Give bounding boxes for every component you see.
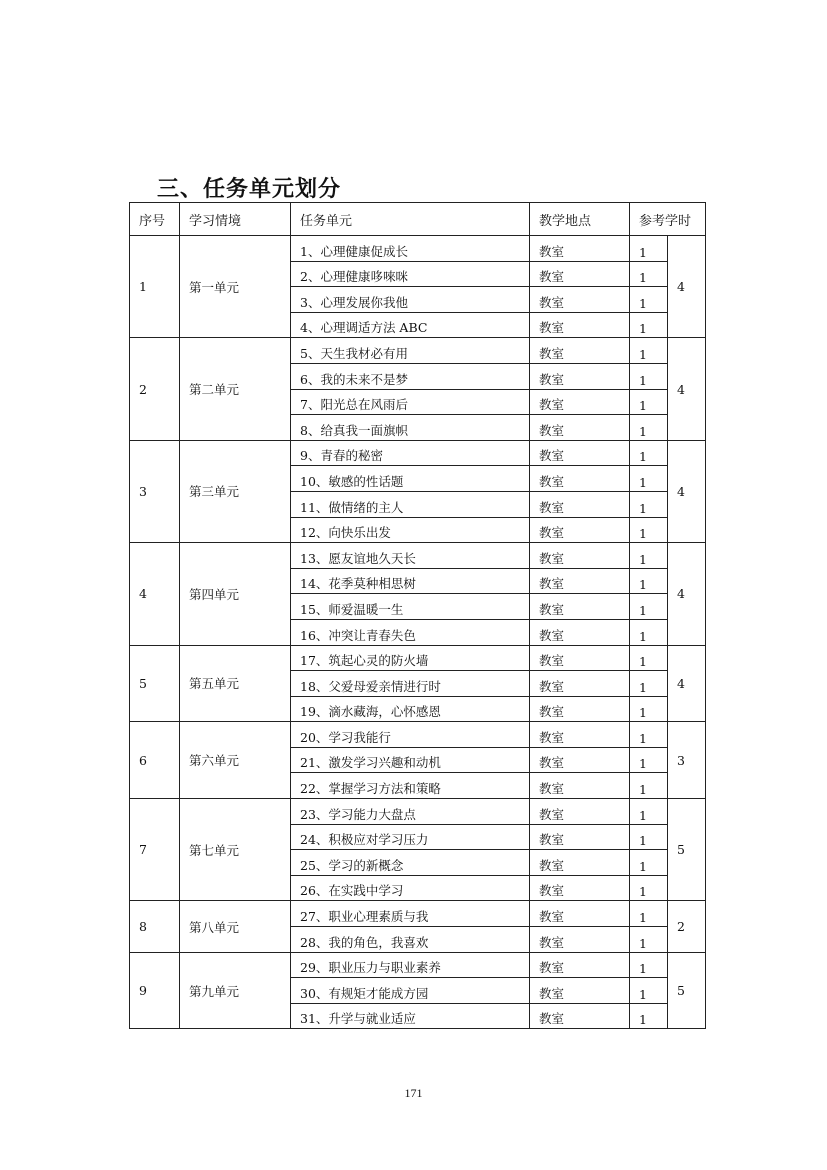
task-location: 教室 xyxy=(530,287,630,313)
task-hours: 1 xyxy=(630,491,668,517)
task-name: 31、升学与就业适应 xyxy=(291,1003,530,1029)
task-location: 教室 xyxy=(530,415,630,441)
table-row xyxy=(130,645,706,671)
table-row xyxy=(130,338,706,364)
task-name: 1、心理健康促成长 xyxy=(291,236,530,262)
unit-total-hours: 4 xyxy=(668,440,706,542)
task-hours: 1 xyxy=(630,619,668,645)
task-location: 教室 xyxy=(530,543,630,569)
task-hours: 1 xyxy=(630,236,668,262)
task-location: 教室 xyxy=(530,799,630,825)
task-name: 4、心理调适方法 ABC xyxy=(291,312,530,338)
task-hours: 1 xyxy=(630,645,668,671)
table-row xyxy=(130,440,706,466)
unit-name: 第八单元 xyxy=(180,901,291,952)
task-hours: 1 xyxy=(630,978,668,1004)
task-location: 教室 xyxy=(530,824,630,850)
unit-number: 1 xyxy=(130,236,180,338)
header-hours: 参考学时 xyxy=(630,203,706,236)
task-name: 7、阳光总在风雨后 xyxy=(291,389,530,415)
task-location: 教室 xyxy=(530,978,630,1004)
task-name: 21、激发学习兴趣和动机 xyxy=(291,747,530,773)
task-hours: 1 xyxy=(630,440,668,466)
task-name: 6、我的未来不是梦 xyxy=(291,363,530,389)
task-location: 教室 xyxy=(530,338,630,364)
unit-total-hours: 4 xyxy=(668,543,706,645)
task-name: 24、积极应对学习压力 xyxy=(291,824,530,850)
unit-total-hours: 4 xyxy=(668,338,706,440)
task-location: 教室 xyxy=(530,671,630,697)
task-name: 15、师爱温暖一生 xyxy=(291,594,530,620)
task-hours: 1 xyxy=(630,824,668,850)
unit-total-hours: 2 xyxy=(668,901,706,952)
task-location: 教室 xyxy=(530,363,630,389)
task-location: 教室 xyxy=(530,466,630,492)
task-name: 26、在实践中学习 xyxy=(291,875,530,901)
table-row xyxy=(130,901,706,927)
task-hours: 1 xyxy=(630,517,668,543)
table-row xyxy=(130,722,706,748)
task-hours: 1 xyxy=(630,543,668,569)
task-hours: 1 xyxy=(630,415,668,441)
task-location: 教室 xyxy=(530,517,630,543)
task-name: 12、向快乐出发 xyxy=(291,517,530,543)
task-name: 13、愿友谊地久天长 xyxy=(291,543,530,569)
task-hours: 1 xyxy=(630,363,668,389)
unit-number: 3 xyxy=(130,440,180,542)
task-name: 19、滴水藏海，心怀感恩 xyxy=(291,696,530,722)
section-heading: 三、任务单元划分 xyxy=(157,177,342,202)
table-row xyxy=(130,952,706,978)
task-location: 教室 xyxy=(530,952,630,978)
task-hours: 1 xyxy=(630,568,668,594)
unit-total-hours: 4 xyxy=(668,236,706,338)
task-name: 18、父爱母爱亲情进行时 xyxy=(291,671,530,697)
task-hours: 1 xyxy=(630,466,668,492)
task-name: 23、学习能力大盘点 xyxy=(291,799,530,825)
task-hours: 1 xyxy=(630,927,668,953)
task-unit-table xyxy=(129,202,706,1029)
header-location: 教学地点 xyxy=(530,203,630,236)
task-location: 教室 xyxy=(530,747,630,773)
task-hours: 1 xyxy=(630,594,668,620)
task-location: 教室 xyxy=(530,645,630,671)
table-body xyxy=(130,236,706,1029)
task-name: 5、天生我材必有用 xyxy=(291,338,530,364)
task-location: 教室 xyxy=(530,594,630,620)
table-row xyxy=(130,543,706,569)
task-hours: 1 xyxy=(630,875,668,901)
task-location: 教室 xyxy=(530,491,630,517)
task-name: 3、心理发展你我他 xyxy=(291,287,530,313)
task-name: 2、心理健康哆唻咪 xyxy=(291,261,530,287)
task-location: 教室 xyxy=(530,1003,630,1029)
unit-number: 9 xyxy=(130,952,180,1029)
unit-total-hours: 5 xyxy=(668,952,706,1029)
task-location: 教室 xyxy=(530,312,630,338)
task-location: 教室 xyxy=(530,696,630,722)
unit-number: 8 xyxy=(130,901,180,952)
header-no: 序号 xyxy=(130,203,180,236)
task-name: 22、掌握学习方法和策略 xyxy=(291,773,530,799)
task-name: 10、敏感的性话题 xyxy=(291,466,530,492)
task-name: 11、做情绪的主人 xyxy=(291,491,530,517)
unit-name: 第四单元 xyxy=(180,543,291,645)
task-name: 17、筑起心灵的防火墙 xyxy=(291,645,530,671)
task-hours: 1 xyxy=(630,671,668,697)
task-name: 29、职业压力与职业素养 xyxy=(291,952,530,978)
task-location: 教室 xyxy=(530,850,630,876)
table-row xyxy=(130,236,706,262)
unit-total-hours: 5 xyxy=(668,799,706,901)
task-location: 教室 xyxy=(530,875,630,901)
unit-name: 第五单元 xyxy=(180,645,291,722)
task-hours: 1 xyxy=(630,850,668,876)
unit-name: 第三单元 xyxy=(180,440,291,542)
task-hours: 1 xyxy=(630,799,668,825)
unit-name: 第六单元 xyxy=(180,722,291,799)
task-hours: 1 xyxy=(630,722,668,748)
task-location: 教室 xyxy=(530,440,630,466)
task-location: 教室 xyxy=(530,901,630,927)
unit-name: 第九单元 xyxy=(180,952,291,1029)
task-location: 教室 xyxy=(530,722,630,748)
task-name: 14、花季莫种相思树 xyxy=(291,568,530,594)
unit-name: 第七单元 xyxy=(180,799,291,901)
unit-name: 第一单元 xyxy=(180,236,291,338)
unit-number: 6 xyxy=(130,722,180,799)
task-name: 20、学习我能行 xyxy=(291,722,530,748)
unit-total-hours: 3 xyxy=(668,722,706,799)
unit-number: 2 xyxy=(130,338,180,440)
task-name: 27、职业心理素质与我 xyxy=(291,901,530,927)
unit-name: 第二单元 xyxy=(180,338,291,440)
table-header-row xyxy=(130,203,706,236)
task-name: 9、青春的秘密 xyxy=(291,440,530,466)
task-name: 25、学习的新概念 xyxy=(291,850,530,876)
task-location: 教室 xyxy=(530,236,630,262)
task-hours: 1 xyxy=(630,287,668,313)
task-hours: 1 xyxy=(630,747,668,773)
header-task: 任务单元 xyxy=(291,203,530,236)
task-hours: 1 xyxy=(630,312,668,338)
task-name: 30、有规矩才能成方园 xyxy=(291,978,530,1004)
task-location: 教室 xyxy=(530,773,630,799)
task-name: 28、我的角色，我喜欢 xyxy=(291,927,530,953)
header-situation: 学习情境 xyxy=(180,203,291,236)
task-hours: 1 xyxy=(630,901,668,927)
task-location: 教室 xyxy=(530,927,630,953)
task-location: 教室 xyxy=(530,568,630,594)
task-location: 教室 xyxy=(530,261,630,287)
task-name: 16、冲突让青春失色 xyxy=(291,619,530,645)
unit-number: 5 xyxy=(130,645,180,722)
page-number: 171 xyxy=(404,1086,423,1100)
task-hours: 1 xyxy=(630,338,668,364)
task-hours: 1 xyxy=(630,389,668,415)
unit-total-hours: 4 xyxy=(668,645,706,722)
task-location: 教室 xyxy=(530,619,630,645)
task-hours: 1 xyxy=(630,1003,668,1029)
task-hours: 1 xyxy=(630,773,668,799)
table-row xyxy=(130,799,706,825)
task-hours: 1 xyxy=(630,952,668,978)
task-name: 8、给真我一面旗帜 xyxy=(291,415,530,441)
task-location: 教室 xyxy=(530,389,630,415)
task-hours: 1 xyxy=(630,696,668,722)
unit-number: 7 xyxy=(130,799,180,901)
unit-number: 4 xyxy=(130,543,180,645)
task-hours: 1 xyxy=(630,261,668,287)
